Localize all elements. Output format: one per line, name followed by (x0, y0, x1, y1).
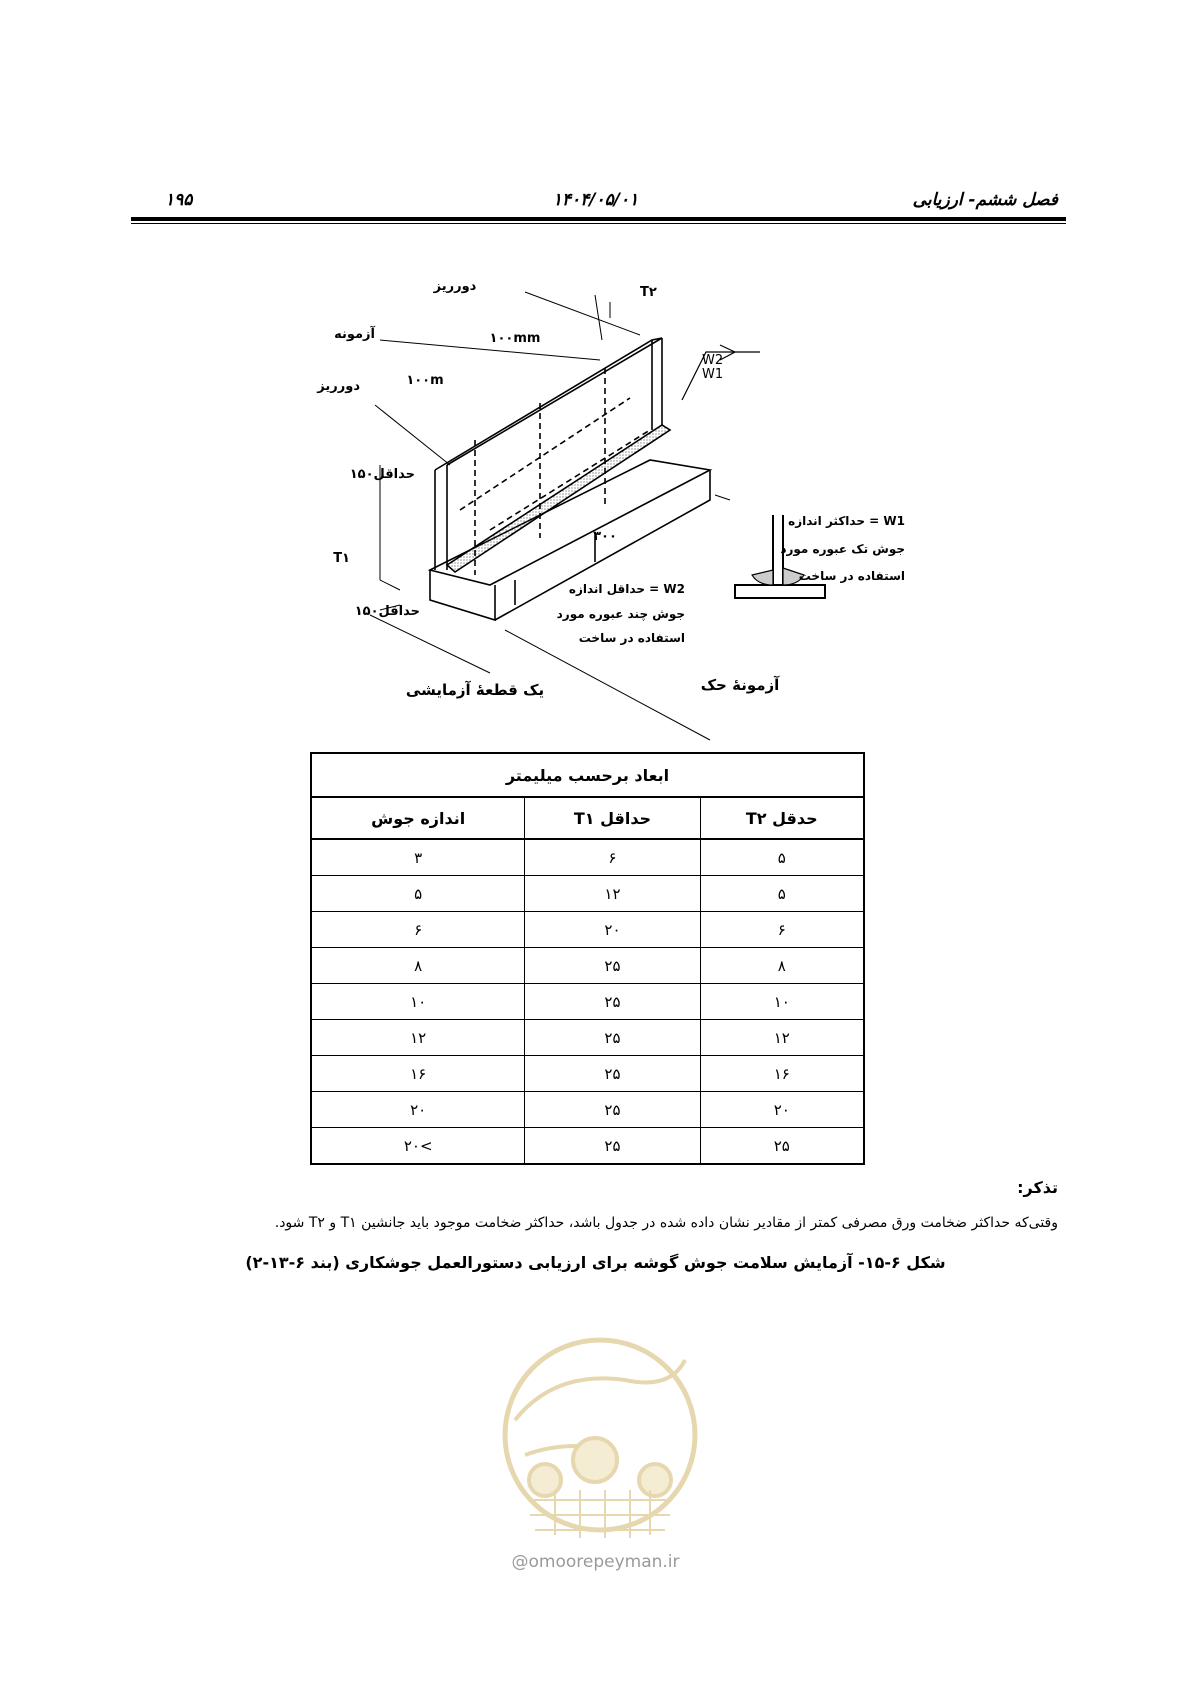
label-test: آزمونه (334, 327, 375, 342)
label-w2-symbol: W2 (702, 353, 724, 368)
label-100m-mid: ۱۰۰m (406, 373, 444, 388)
chapter-title: فصل ششم- ارزیابی (912, 190, 1058, 210)
note-title: تذکر: (1017, 1178, 1058, 1197)
table-row (311, 876, 864, 912)
watermark-logo (495, 1330, 705, 1590)
table-cell: ۱۶ (700, 1056, 864, 1092)
table-row (311, 912, 864, 948)
note-text: وقتی‌که حداکثر ضخامت ورق مصرفی کمتر از مقادیر نشان داده شده در جدول باشد، حداکثر ضخامت موجود باید جانشین T۱ و T۲ شود. (274, 1215, 1058, 1231)
label-scrap-top: دورریز (433, 279, 477, 294)
col-header-t1: حداقل T۱ (525, 797, 700, 839)
table-row (311, 1128, 864, 1165)
table-cell: ۵ (700, 876, 864, 912)
table-row (311, 1092, 864, 1128)
label-w2-def-2: جوش چند عبوره مورد (556, 607, 685, 621)
table-cell: ۱۲ (525, 876, 700, 912)
label-w1-def-3: استفاده در ساخت (798, 569, 905, 583)
label-t1: T۱ (333, 551, 350, 566)
table-cell: ۱۲ (311, 1020, 525, 1056)
header-rule (131, 217, 1066, 221)
table-cell: ۲۵ (525, 1056, 700, 1092)
table-cell: ۲۵ (700, 1128, 864, 1165)
label-w1-def-1: W1 = حداکثر اندازه (788, 514, 905, 528)
table-row (311, 948, 864, 984)
watermark-url: @omoorepeyman.ir (511, 1552, 680, 1572)
caption-specimen: یک قطعۀ آزمایشی (405, 681, 545, 699)
dimensions-table (310, 752, 865, 1165)
label-t2: T۲ (640, 285, 657, 300)
table-cell: ۲۰ (311, 1092, 525, 1128)
table-row (311, 1020, 864, 1056)
label-100mm-top: ۱۰۰mm (489, 331, 541, 346)
label-w2-def-1: W2 = حداقل اندازه (568, 582, 685, 596)
col-header-weld-size: اندازه جوش (311, 797, 525, 839)
table-title: ابعاد برحسب میلیمتر (311, 753, 864, 797)
label-300: ۳۰۰ (593, 529, 617, 544)
label-w2-def-3: استفاده در ساخت (578, 631, 685, 645)
table-cell: ۵ (700, 839, 864, 876)
caption-macro-etch: آزمونۀ حک (700, 676, 780, 694)
table-cell: ۲۵ (525, 1128, 700, 1165)
header-date: ۱۴۰۴/۰۵/۰۱ (552, 190, 639, 210)
label-min-150-width: حداقل۱۵۰ (354, 604, 420, 619)
table-row (311, 1056, 864, 1092)
label-min-150-height: حداقل۱۵۰ (349, 467, 415, 482)
table-cell: ۵ (311, 876, 525, 912)
table-cell: ۱۶ (311, 1056, 525, 1092)
table-cell: ۱۰ (700, 984, 864, 1020)
table-row (311, 984, 864, 1020)
figure-caption: شکل ۶-۱۵- آزمایش سلامت جوش گوشه برای ارزیابی دستورالعمل جوشکاری (بند ۶-۱۳-۲) (245, 1253, 946, 1272)
table-cell: ۲۵ (525, 984, 700, 1020)
table-cell: ۶ (311, 912, 525, 948)
table-cell: ۱۰ (311, 984, 525, 1020)
table-cell: ۳ (311, 839, 525, 876)
table-row (311, 839, 864, 876)
table-cell: >۲۰ (311, 1128, 525, 1165)
table-cell: ۲۰ (700, 1092, 864, 1128)
table-cell: ۸ (700, 948, 864, 984)
label-scrap-mid: دورریز (317, 379, 360, 394)
table-cell: ۶ (525, 839, 700, 876)
weld-test-diagram (317, 279, 1000, 730)
table-cell: ۲۰ (525, 912, 700, 948)
page-number: ۱۹۵ (165, 190, 193, 210)
table-cell: ۲۵ (525, 1092, 700, 1128)
table-cell: ۲۵ (525, 948, 700, 984)
table-cell: ۱۲ (700, 1020, 864, 1056)
label-w1-def-2: جوش تک عبوره مورد (780, 542, 905, 556)
col-header-t2: حدقل T۲ (700, 797, 864, 839)
table-cell: ۶ (700, 912, 864, 948)
table-cell: ۲۵ (525, 1020, 700, 1056)
table-cell: ۸ (311, 948, 525, 984)
header-rule-thin (131, 223, 1066, 224)
label-w1-symbol: W1 (702, 367, 724, 382)
